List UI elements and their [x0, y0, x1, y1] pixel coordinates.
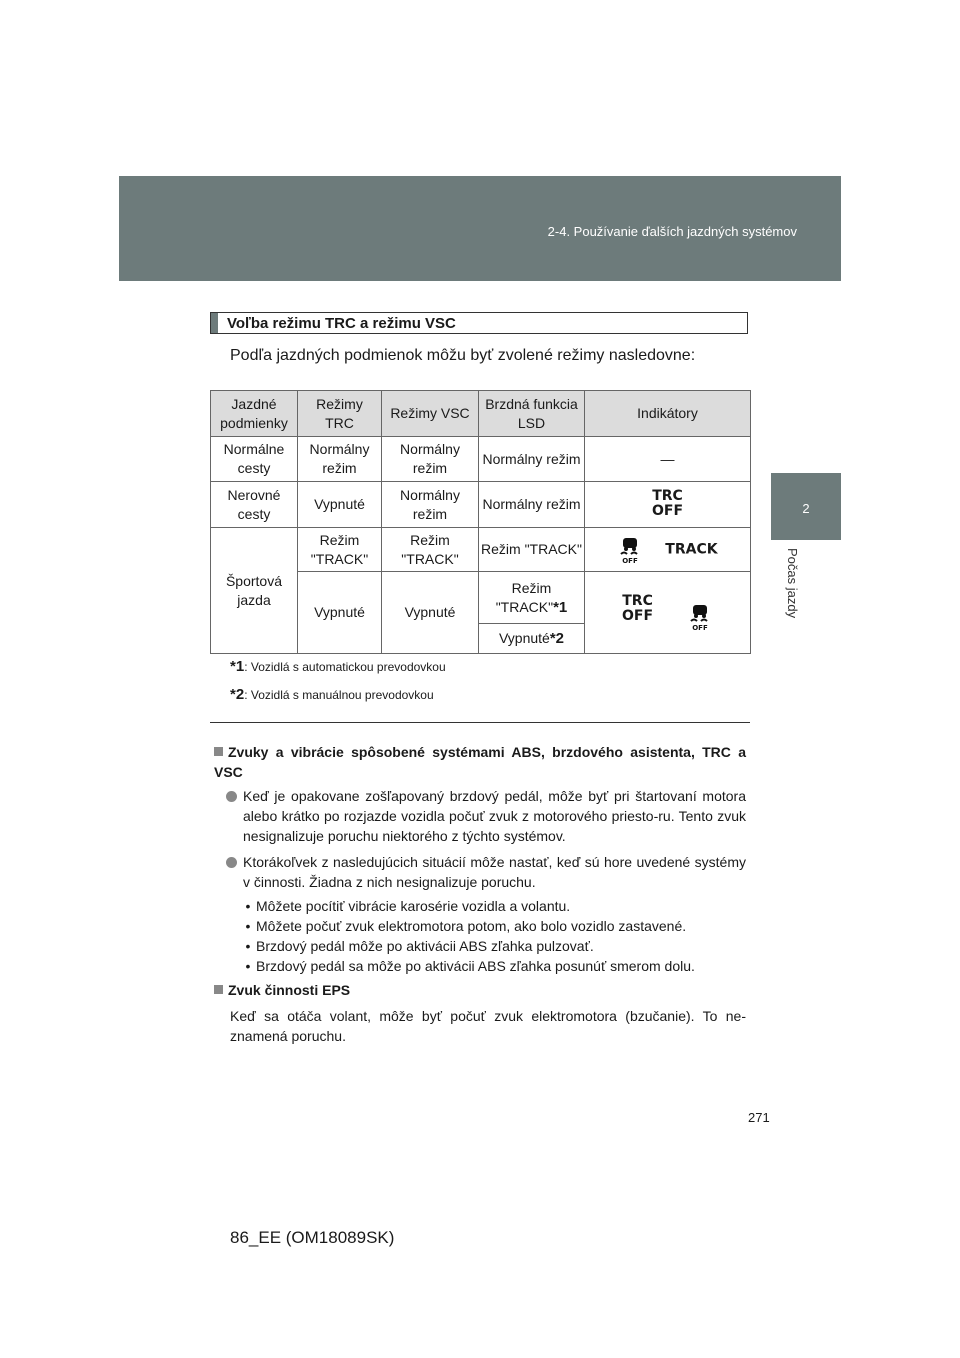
- table-cell: Nerovné cesty: [211, 482, 298, 528]
- note-heading: Zvuk činnosti EPS: [214, 980, 350, 1000]
- table-cell: Vypnuté: [298, 482, 382, 528]
- vsc-off-icon: [617, 536, 643, 564]
- table-cell: Normálny režim: [479, 482, 585, 528]
- bullet-list: [240, 896, 695, 976]
- svg-text:OFF: OFF: [622, 556, 639, 564]
- table-cell: Vypnuté: [298, 572, 382, 654]
- table-cell: Normálny režim: [382, 437, 479, 482]
- indicator-cell: [585, 528, 751, 572]
- note-heading: Zvuky a vibrácie spôsobené systémami ABS, brzdového asistenta, TRC a VSC: [214, 744, 746, 780]
- indicator-cell: [585, 572, 751, 654]
- square-bullet-icon: [214, 985, 223, 994]
- footnote: *2: Vozidlá s manuálnou prevodovkou: [230, 686, 434, 703]
- list-item: • Brzdový pedál môže po aktivácii ABS zľahka pulzovať.: [240, 936, 695, 956]
- table-row: [211, 437, 751, 482]
- table-cell: Režim "TRACK": [298, 528, 382, 572]
- chapter-tab: [771, 473, 841, 540]
- page-number: 271: [748, 1110, 770, 1125]
- section-title-bar: [211, 313, 218, 333]
- table-cell: Vypnuté: [382, 572, 479, 654]
- svg-text:OFF: OFF: [692, 623, 708, 631]
- table-header: Režimy TRC: [298, 391, 382, 437]
- table-cell: Režim "TRACK": [382, 528, 479, 572]
- table-header: Brzdná funkcia LSD: [479, 391, 585, 437]
- table-cell: —: [585, 437, 751, 482]
- table-row: [211, 528, 751, 572]
- note-paragraph: Ktorákoľvek z nasledujúcich situácií môže nastať, keď sú hore uvedené systémy v činnosti. Žiadna z nich nesignalizuje poruchu.: [243, 854, 746, 890]
- chapter-number: 2: [802, 501, 810, 516]
- table-header: Jazdné podmienky: [211, 391, 298, 437]
- intro-text: Podľa jazdných podmienok môžu byť zvolené režimy nasledovne:: [230, 347, 696, 364]
- table-cell: Normálny režim: [479, 437, 585, 482]
- circle-bullet-icon: [226, 857, 237, 868]
- square-bullet-icon: [214, 747, 223, 756]
- trc-off-icon: TRC OFF: [622, 593, 654, 625]
- table-row: [211, 482, 751, 528]
- table-header-row: [211, 391, 751, 437]
- circle-bullet-icon: [226, 791, 237, 802]
- table-cell: Vypnuté*2: [479, 624, 585, 654]
- note-paragraph: Keď sa otáča volant, môže byť počuť zvuk elektromotora (bzučanie). To ne-znamená poruchu.: [230, 1008, 746, 1044]
- section-title: [210, 312, 748, 334]
- note-paragraph: Keď je opakovane zošľapovaný brzdový pedál, môže byť pri štartovaní motora alebo krátko po rozjazde vozidla počuť zvuk z motorového priesto-ru. Tento zvuk nesignalizuje poruchu niektorého z týchto systémov.: [243, 788, 746, 844]
- footnote: *1: Vozidlá s automatickou prevodovkou: [230, 658, 446, 675]
- header-section-title: 2-4. Používanie ďalších jazdných systémov: [547, 224, 797, 239]
- header-bar: [119, 176, 841, 281]
- table-cell: Normálne cesty: [211, 437, 298, 482]
- document-code: 86_EE (OM18089SK): [230, 1228, 395, 1247]
- track-indicator: TRACK: [665, 541, 718, 558]
- table-cell: Športová jazda: [211, 528, 298, 654]
- table-cell: Režim "TRACK"*1: [479, 572, 585, 624]
- list-item: • Môžete počuť zvuk elektromotora potom, ako bolo vozidlo zastavené.: [240, 916, 695, 936]
- table-cell: Režim "TRACK": [479, 528, 585, 572]
- table-cell: Normálny režim: [382, 482, 479, 528]
- table-cell: Normálny režim: [298, 437, 382, 482]
- vsc-off-icon: [687, 603, 713, 631]
- section-title-text: Voľba režimu TRC a režimu VSC: [227, 315, 456, 332]
- indicator-cell: [585, 482, 751, 528]
- modes-table: [210, 390, 751, 654]
- trc-off-icon: TRC OFF: [651, 488, 684, 519]
- divider: [210, 722, 750, 723]
- list-item: • Môžete pocítiť vibrácie karosérie vozidla a volantu.: [240, 896, 695, 916]
- table-header: Indikátory: [585, 391, 751, 437]
- chapter-label: Počas jazdy: [785, 548, 800, 619]
- list-item: • Brzdový pedál sa môže po aktivácii ABS zľahka posunúť smerom dolu.: [240, 956, 695, 976]
- table-header: Režimy VSC: [382, 391, 479, 437]
